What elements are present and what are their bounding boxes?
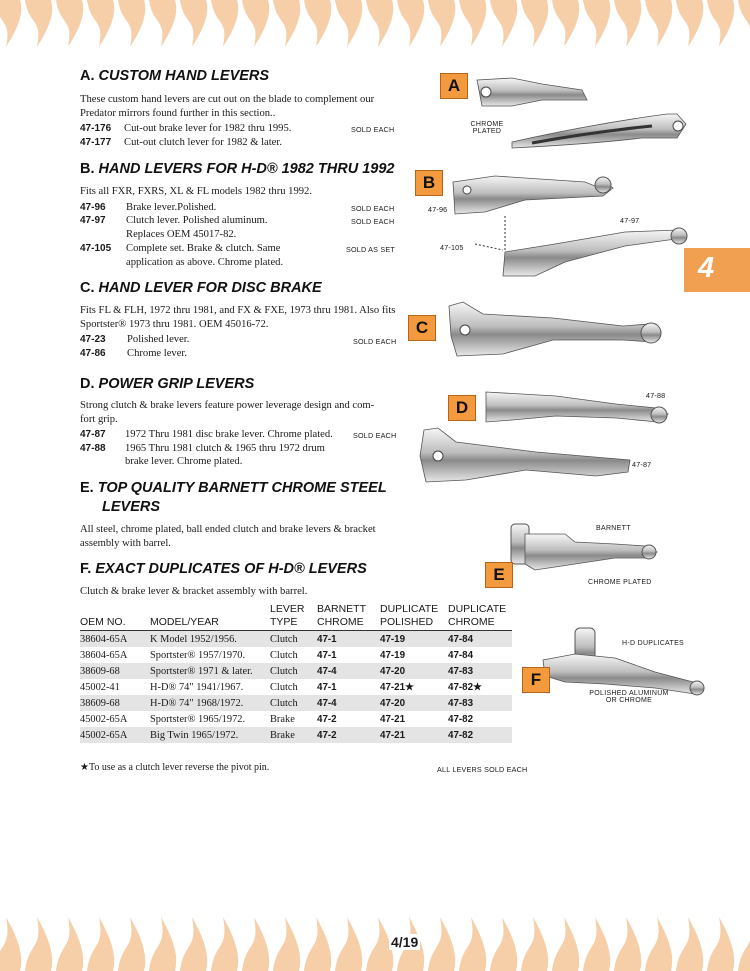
figure-e-tag: E [485,562,513,588]
sold-each-label: SOLD EACH [351,204,395,213]
section-d-heading: D. POWER GRIP LEVERS [80,376,255,392]
flame-shape [490,917,517,971]
page-number: 4/19 [391,934,419,950]
part-47-105: 47-105 Complete set. Brake & clutch. Same [80,243,281,254]
table-row: 45002-41 H-D® 74" 1941/1967. Clutch 47-1 47-21★ 47-82★ [80,681,482,693]
section-a-description: These custom hand levers are cut out on the blade to complement our Predator mirrors found further in this section.. [80,94,375,119]
flame-shape [180,917,207,971]
table-row: 45002-65A Sportster® 1965/1972. Brake 47-2 47-21 47-82 [80,713,474,725]
flame-shape [583,0,610,47]
part-47-177: 47-177 Cut-out clutch lever for 1982 & later. [80,137,282,148]
flame-shape [738,917,750,971]
flame-shape [87,917,114,971]
flame-shape [645,0,672,47]
table-header: MODEL/YEAR [150,615,219,628]
flame-shape [242,0,269,47]
part-47-87: 47-87 1972 Thru 1981 disc brake lever. Chrome plated. [80,429,333,440]
table-header: OEM NO. [80,615,126,628]
table-row: 38609-68 Sportster® 1971 & later. Clutch 47-4 47-20 47-83 [80,663,512,679]
part-47-88: 47-88 1965 Thru 1981 clutch & 1965 thru 1972 drum [80,443,325,454]
table-row: 45002-65A Big Twin 1965/1972. Brake 47-2 47-21 47-82 [80,727,512,743]
part-47-86: 47-86 Chrome lever. [80,348,188,359]
flame-shape [242,917,269,971]
section-e-heading: E. TOP QUALITY BARNETT CHROME STEEL [80,480,387,496]
figure-b-tag: B [415,170,443,196]
flame-shape [738,0,750,47]
figure-d-label: 47-88 [646,391,666,400]
flame-shape [428,0,455,47]
flame-shape [676,0,703,47]
sold-each-label: SOLD EACH [353,431,397,440]
table-row: 38604-65A Sportster® 1957/1970. Clutch 47-1 47-19 47-84 [80,649,474,661]
flame-shape [149,917,176,971]
flame-shape [490,0,517,47]
flame-shape [25,917,52,971]
section-f-description: Clutch & brake lever & bracket assembly with barrel. [80,586,308,597]
flame-shape [614,917,641,971]
figure-f-caption-bottom: POLISHED ALUMINUM OR CHROME [589,690,669,704]
table-header: DUPLICATE POLISHED [380,603,439,628]
table-header-row [80,603,512,631]
flame-shape [428,917,455,971]
section-c-heading: C. HAND LEVER FOR DISC BRAKE [80,280,322,296]
chapter-tab: 4 [684,248,750,292]
figure-f-tag: F [522,667,550,693]
figure-c-tag: C [408,315,436,341]
flame-shape [273,0,300,47]
flame-shape [118,0,145,47]
figure-b-label: 47-105 [440,243,464,252]
part-47-97-desc2: Replaces OEM 45017-82. [126,229,237,240]
figure-a-caption: CHROME PLATED [470,121,504,135]
flame-shape [552,0,579,47]
part-47-23: 47-23 Polished lever. [80,334,190,345]
flame-shape [676,917,703,971]
flame-shape [118,917,145,971]
oem-lever-table [80,603,512,743]
part-47-97: 47-97 Clutch lever. Polished aluminum. [80,215,268,226]
flame-shape [304,917,331,971]
section-c-description: Fits FL & FLH, 1972 thru 1981, and FX & FXE, 1973 thru 1981. Also fits Sportster® 1973 thru 1981. OEM 45016-72. [80,305,396,330]
flame-shape [707,0,734,47]
flame-shape [304,0,331,47]
section-a-heading: A. CUSTOM HAND LEVERS [80,68,270,84]
all-levers-sold-each-label: ALL LEVERS SOLD EACH [437,765,528,774]
figure-f-caption-top: H-D DUPLICATES [622,640,685,647]
lever-image-c [443,296,665,366]
section-e-heading-line2: LEVERS [102,499,161,515]
flame-border-top [0,0,750,52]
part-47-88-desc2: brake lever. Chrome plated. [125,456,243,467]
section-b-heading: B. HAND LEVERS FOR H-D® 1982 THRU 1992 [80,161,395,177]
figure-e-caption-top: BARNETT [596,525,631,532]
flame-shape [521,917,548,971]
flame-shape [25,0,52,47]
lever-image-b [445,172,690,282]
flame-shape [87,0,114,47]
table-footnote: ★To use as a clutch lever reverse the pivot pin. [80,762,270,773]
table-header: DUPLICATE CHROME [448,603,507,628]
flame-shape [211,0,238,47]
flame-shape [645,917,672,971]
sold-as-set-label: SOLD AS SET [346,245,395,254]
sold-each-label: SOLD EACH [351,125,395,134]
flame-shape [273,917,300,971]
sold-each-label: SOLD EACH [351,217,395,226]
lever-image-e [505,520,660,582]
flame-shape [707,917,734,971]
flame-shape [335,917,362,971]
section-d-description: Strong clutch & brake levers feature power leverage design and com- fort grip. [80,400,375,425]
flame-shape [521,0,548,47]
sold-each-label: SOLD EACH [353,337,397,346]
flame-shape [180,0,207,47]
part-47-96: 47-96 Brake lever.Polished. [80,202,217,213]
flame-shape [56,0,83,47]
flame-shape [335,0,362,47]
flame-shape [614,0,641,47]
lever-image-a [472,72,702,152]
flame-shape [211,917,238,971]
section-f-heading: F. EXACT DUPLICATES OF H-D® LEVERS [80,561,367,577]
figure-e-caption-bottom: CHROME PLATED [588,579,652,586]
section-e-description: All steel, chrome plated, ball ended clutch and brake levers & bracket assembly with barrel. [80,524,376,549]
flame-shape [0,0,21,47]
flame-shape [0,917,21,971]
figure-d-tag: D [448,395,476,421]
figure-b-label: 47-96 [428,205,448,214]
flame-border-bottom [0,911,750,971]
figure-d-label: 47-87 [632,460,652,469]
flame-shape [459,917,486,971]
table-header: LEVER TYPE [270,603,305,628]
part-47-176: 47-176 Cut-out brake lever for 1982 thru 1995. [80,123,292,134]
flame-shape [149,0,176,47]
lever-image-f [535,624,710,700]
table-row: 38609-68 H-D® 74" 1968/1972. Clutch 47-4 47-20 47-83 [80,695,512,711]
flame-shape [552,917,579,971]
table-row: 38604-65A K Model 1952/1956. Clutch 47-1 47-19 47-84 [80,631,512,648]
table-header: BARNETT CHROME [317,603,367,628]
flame-shape [56,917,83,971]
figure-a-tag: A [440,73,468,99]
flame-shape [366,0,393,47]
flame-shape [583,917,610,971]
flame-shape [397,0,424,47]
figure-b-label: 47-97 [620,216,640,225]
part-47-105-desc2: application as above. Chrome plated. [126,257,284,268]
section-b-description: Fits all FXR, FXRS, XL & FL models 1982 thru 1992. [80,186,313,197]
flame-shape [459,0,486,47]
